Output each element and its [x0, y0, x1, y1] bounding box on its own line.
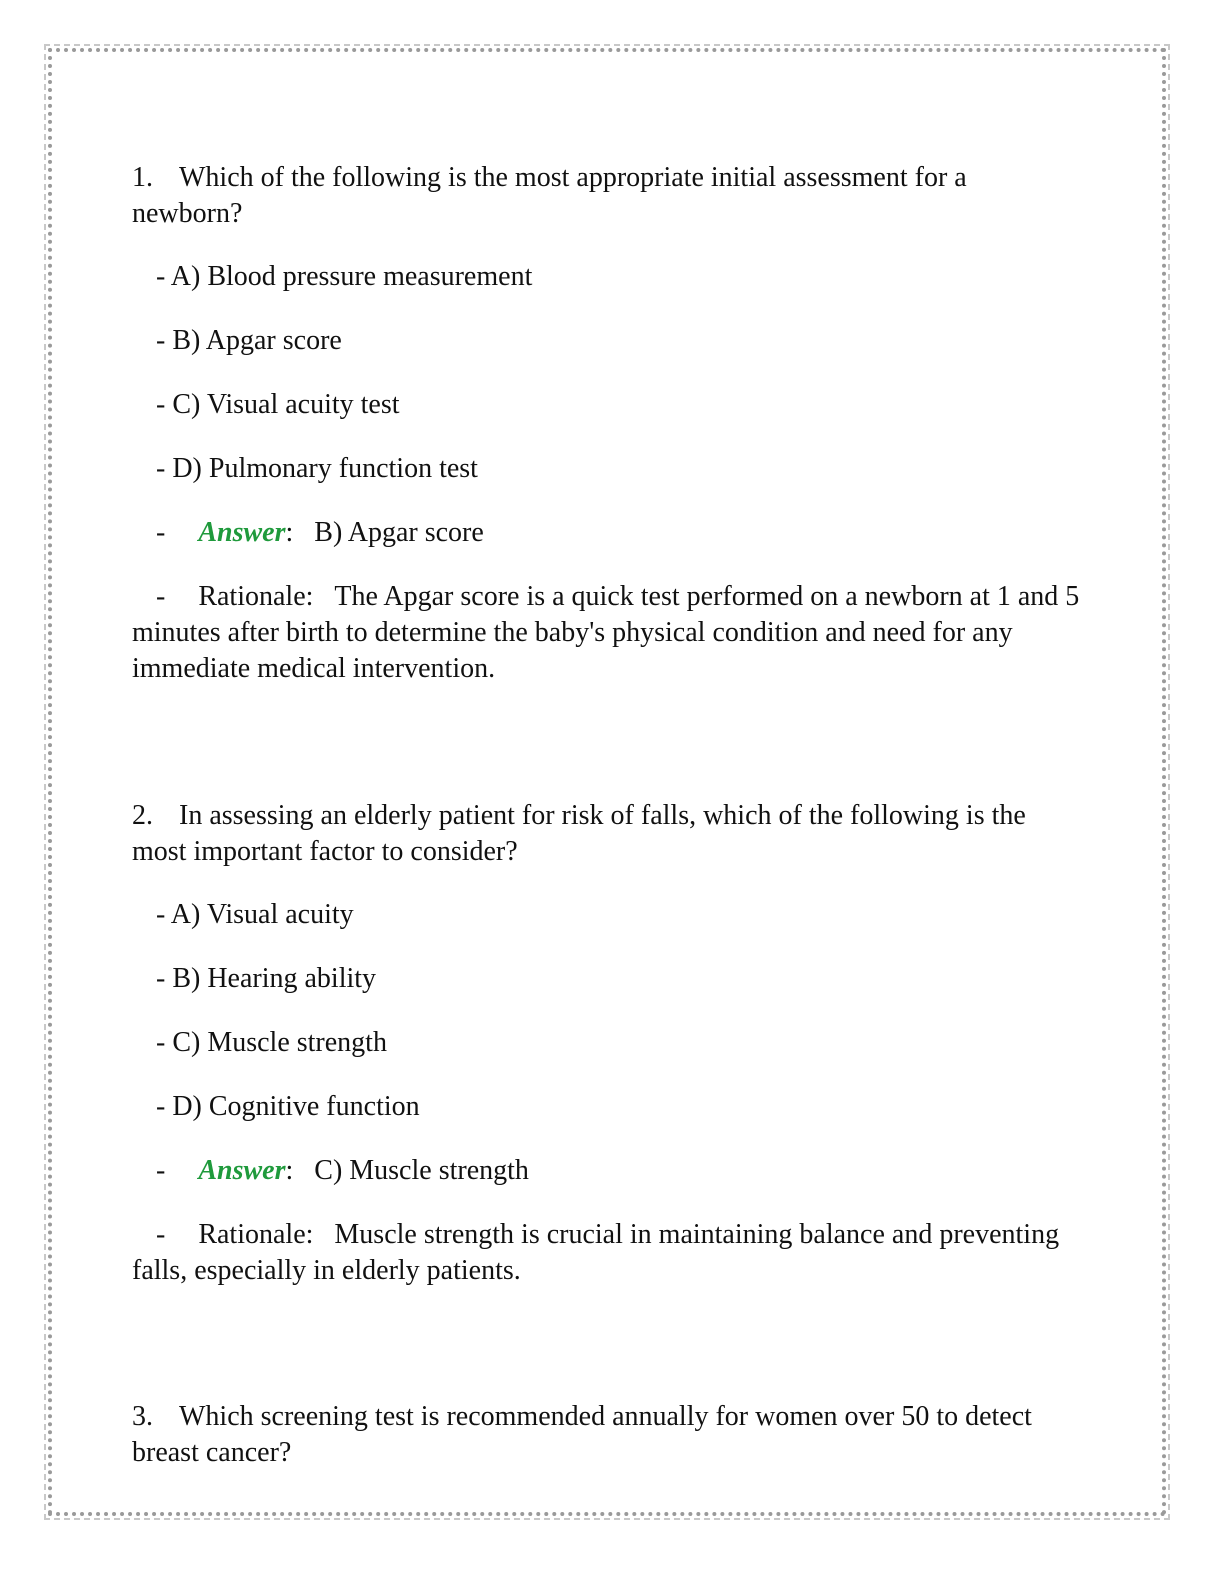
question-3 — [132, 1399, 1082, 1471]
rationale — [132, 579, 1082, 687]
answer-line — [156, 1153, 1082, 1189]
answer-label: Answer — [198, 1155, 286, 1186]
rationale-label: Rationale: — [198, 1219, 314, 1250]
answer-dash: - — [156, 517, 166, 548]
question-3-text — [132, 1399, 1082, 1471]
question-number: 2. — [132, 800, 153, 831]
answer-colon: : — [285, 517, 294, 548]
option-d: - D) Cognitive function — [156, 1091, 420, 1122]
option-a: - A) Visual acuity — [156, 899, 354, 930]
question-stem: Which of the following is the most appropriate initial assessment for a newborn? — [132, 162, 967, 229]
option-c: - C) Visual acuity test — [156, 389, 400, 420]
document-body — [132, 160, 1082, 1498]
question-2 — [132, 798, 1082, 1289]
option-d: - D) Pulmonary function test — [156, 453, 478, 484]
rationale-label: Rationale: — [198, 581, 314, 612]
question-2-text — [132, 798, 1082, 870]
rationale — [132, 1217, 1082, 1289]
rationale-text: The Apgar score is a quick test performed on a newborn at 1 and 5 minutes after birth to determine the baby's physical condition and need for any immediate medical intervention. — [132, 581, 1080, 684]
option-c: - C) Muscle strength — [156, 1027, 387, 1058]
option-b: - B) Hearing ability — [156, 963, 377, 994]
answer-label: Answer — [198, 517, 286, 548]
question-stem: Which screening test is recommended annually for women over 50 to detect breast cancer? — [132, 1401, 1032, 1468]
question-number: 3. — [132, 1401, 153, 1432]
answer-dash: - — [156, 1155, 166, 1186]
answer-line — [156, 515, 1082, 551]
question-1 — [132, 160, 1082, 687]
answer-value: B) Apgar score — [314, 517, 484, 548]
rationale-dash: - — [156, 581, 166, 612]
option-a: - A) Blood pressure measurement — [156, 261, 533, 292]
question-1-text — [132, 160, 1082, 232]
question-number: 1. — [132, 162, 153, 193]
question-stem: In assessing an elderly patient for risk of falls, which of the following is the most important factor to consider? — [132, 800, 1026, 867]
rationale-text: Muscle strength is crucial in maintaining balance and preventing falls, especially in elderly patients. — [132, 1219, 1060, 1286]
option-b: - B) Apgar score — [156, 325, 342, 356]
answer-colon: : — [285, 1155, 294, 1186]
answer-value: C) Muscle strength — [314, 1155, 529, 1186]
rationale-dash: - — [156, 1219, 166, 1250]
